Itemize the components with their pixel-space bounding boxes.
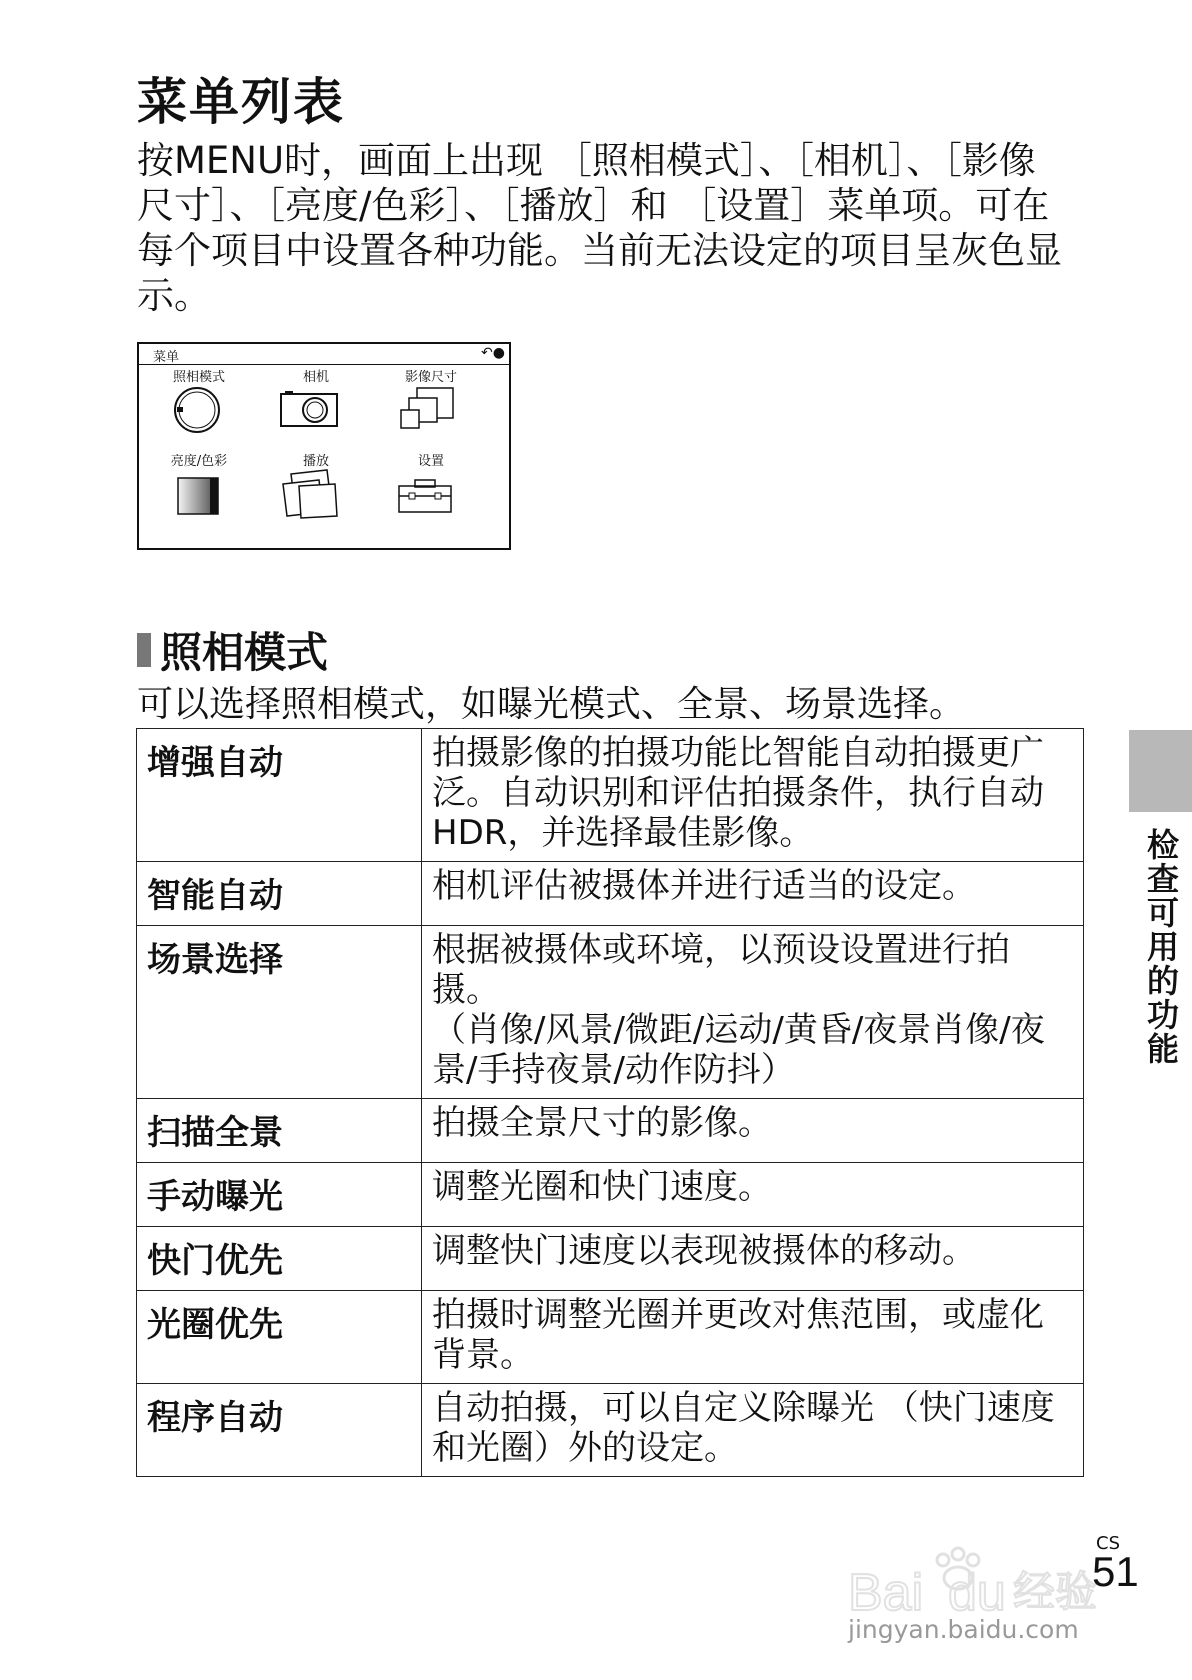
mode-description-text: 调整光圈和快门速度。: [432, 1167, 772, 1207]
mode-description-text: 拍摄时调整光圈并更改对焦范围，或虚化背景。: [432, 1295, 1044, 1375]
mode-name: 智能自动: [137, 862, 422, 926]
side-tab: [1129, 730, 1192, 812]
table-row: [137, 729, 1084, 862]
side-tab-label: 检查可用的功能: [1142, 828, 1180, 1066]
menu-label-playback: 播放: [302, 454, 329, 469]
camera-icon: [277, 388, 341, 432]
watermark-url: jingyan.baidu.com: [848, 1615, 1079, 1644]
menu-label-brightness-color: 亮度/色彩: [170, 454, 228, 469]
mode-description: [422, 862, 1084, 926]
mode-description: [422, 729, 1084, 862]
table-row: [137, 926, 1084, 1099]
mode-name: 光圈优先: [137, 1291, 422, 1384]
menu-label-image-size: 影像尺寸: [404, 370, 457, 385]
mode-description: [422, 1384, 1084, 1477]
table-row: [137, 862, 1084, 926]
mode-name: 场景选择: [137, 926, 422, 1099]
mode-description: [422, 1163, 1084, 1227]
mode-description: [422, 1099, 1084, 1163]
mode-name: 快门优先: [137, 1227, 422, 1291]
intro-paragraph: 按MENU时，画面上出现 ［照相模式］、［相机］、［影像尺寸］、［亮度/色彩］、［播放］和 ［设置］菜单项。可在每个项目中设置各种功能。当前无法设定的项目呈灰色显示。: [137, 139, 1062, 317]
menu-label-shooting-mode: 照相模式: [172, 370, 225, 385]
mode-name: 扫描全景: [137, 1099, 422, 1163]
toolbox-icon: [395, 476, 455, 516]
image-size-icon: [395, 384, 459, 436]
mode-name: 增强自动: [137, 729, 422, 862]
menu-header: 菜单: [153, 350, 180, 365]
mode-name: 手动曝光: [137, 1163, 422, 1227]
table-row: [137, 1163, 1084, 1227]
section-description: 可以选择照相模式，如曝光模式、全景、场景选择。: [137, 684, 966, 725]
menu-label-camera: 相机: [302, 370, 329, 385]
svg-text:Bai: Bai: [848, 1564, 924, 1622]
mode-description: [422, 1291, 1084, 1384]
table-row: [137, 1384, 1084, 1477]
mode-description-extra: （肖像/风景/微距/运动/黄昏/夜景肖像/夜景/手持夜景/动作防抖）: [432, 1010, 1045, 1090]
mode-dial-icon: [167, 384, 227, 436]
section-marker: [137, 633, 151, 667]
shooting-modes-table: [136, 728, 1084, 1477]
brightness-color-icon: [175, 474, 225, 520]
table-row: [137, 1227, 1084, 1291]
page-title: 菜单列表: [137, 73, 345, 131]
playback-icon: [277, 468, 343, 520]
mode-name: 程序自动: [137, 1384, 422, 1477]
table-row: [137, 1291, 1084, 1384]
section-title: 照相模式: [160, 628, 329, 677]
page-language-code: CS: [1096, 1533, 1120, 1554]
mode-description: [422, 1227, 1084, 1291]
mode-description-text: 自动拍摄，可以自定义除曝光 （快门速度和光圈）外的设定。: [432, 1388, 1055, 1468]
page-number: 51: [1092, 1548, 1139, 1595]
mode-description: [422, 926, 1084, 1099]
back-icon: ↶●: [481, 345, 505, 361]
menu-screen-illustration: [137, 342, 511, 550]
mode-description-text: 拍摄全景尺寸的影像。: [432, 1103, 772, 1143]
svg-text:du: du: [948, 1564, 1006, 1622]
mode-description-text: 相机评估被摄体并进行适当的设定。: [432, 866, 976, 906]
mode-description-text: 拍摄影像的拍摄功能比智能自动拍摄更广泛。自动识别和评估拍摄条件，执行自动HDR，并选择最佳影像。: [432, 733, 1044, 853]
menu-label-settings: 设置: [417, 454, 444, 469]
mode-description-text: 调整快门速度以表现被摄体的移动。: [432, 1231, 976, 1271]
mode-description-text: 根据被摄体或环境，以预设设置进行拍摄。: [432, 930, 1010, 1010]
table-row: [137, 1099, 1084, 1163]
svg-text:经验: 经验: [1013, 1567, 1098, 1616]
